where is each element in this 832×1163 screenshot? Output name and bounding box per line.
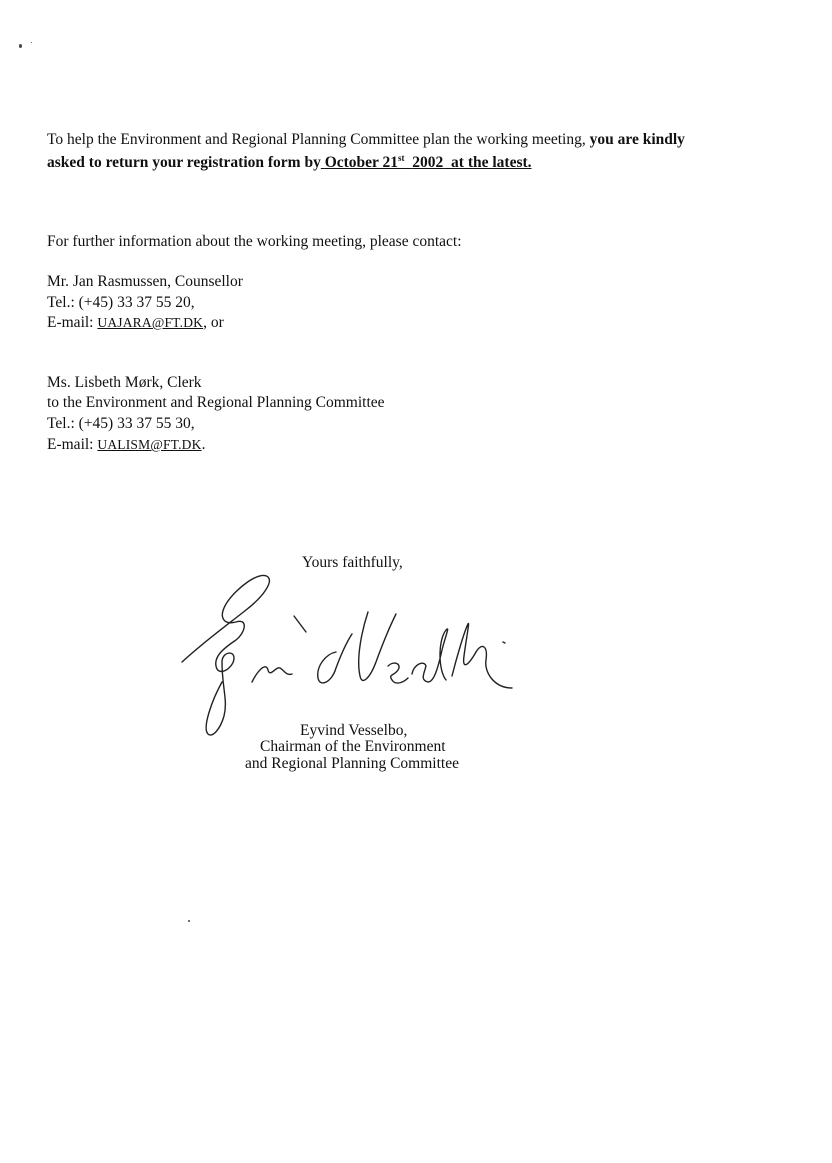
contact-1-email-label: E-mail:: [47, 314, 94, 331]
request-lead-text: To help the Environment and Regional Planning Committee plan the working meeting,: [47, 131, 586, 148]
due-date-year: 2002: [412, 154, 444, 171]
scan-speck: [188, 920, 190, 922]
signatory-title-line-1: Chairman of the Environment: [260, 738, 446, 755]
contact-2-email-link[interactable]: UALISM@FT.DK: [97, 437, 202, 452]
contact-2-phone: Tel.: (+45) 33 37 55 30,: [47, 415, 195, 432]
registration-request: [47, 128, 697, 174]
due-date-tail: at the latest.: [451, 154, 532, 171]
contact-1-phone: Tel.: (+45) 33 37 55 20,: [47, 294, 195, 311]
salutation: Yours faithfully,: [302, 554, 403, 571]
contact-2-email-line: [47, 435, 205, 455]
due-date-day: October 21: [324, 154, 399, 171]
contact-1-email-line: [47, 313, 224, 333]
handwritten-signature: [176, 570, 526, 740]
scan-speck: [31, 42, 32, 43]
signatory-name: Eyvind Vesselbo,: [300, 722, 408, 739]
contact-intro: For further information about the working meeting, please contact:: [47, 233, 462, 250]
contact-1-email-trail: , or: [203, 314, 224, 331]
contact-2-email-trail: .: [201, 436, 206, 453]
contact-2-name: Ms. Lisbeth Mørk, Clerk: [47, 374, 202, 391]
request-emphasis: you are kindly asked to return your registration form by: [47, 131, 685, 171]
scan-speck: [19, 44, 22, 48]
contact-1-name: Mr. Jan Rasmussen, Counsellor: [47, 273, 243, 290]
contact-2-email-label: E-mail:: [47, 436, 94, 453]
due-date: [321, 154, 532, 171]
contact-1-email-link[interactable]: UAJARA@FT.DK: [97, 315, 204, 330]
signatory-title-line-2: and Regional Planning Committee: [245, 755, 459, 772]
due-date-suffix: st: [398, 152, 405, 163]
contact-2-role: to the Environment and Regional Planning Committee: [47, 394, 385, 411]
